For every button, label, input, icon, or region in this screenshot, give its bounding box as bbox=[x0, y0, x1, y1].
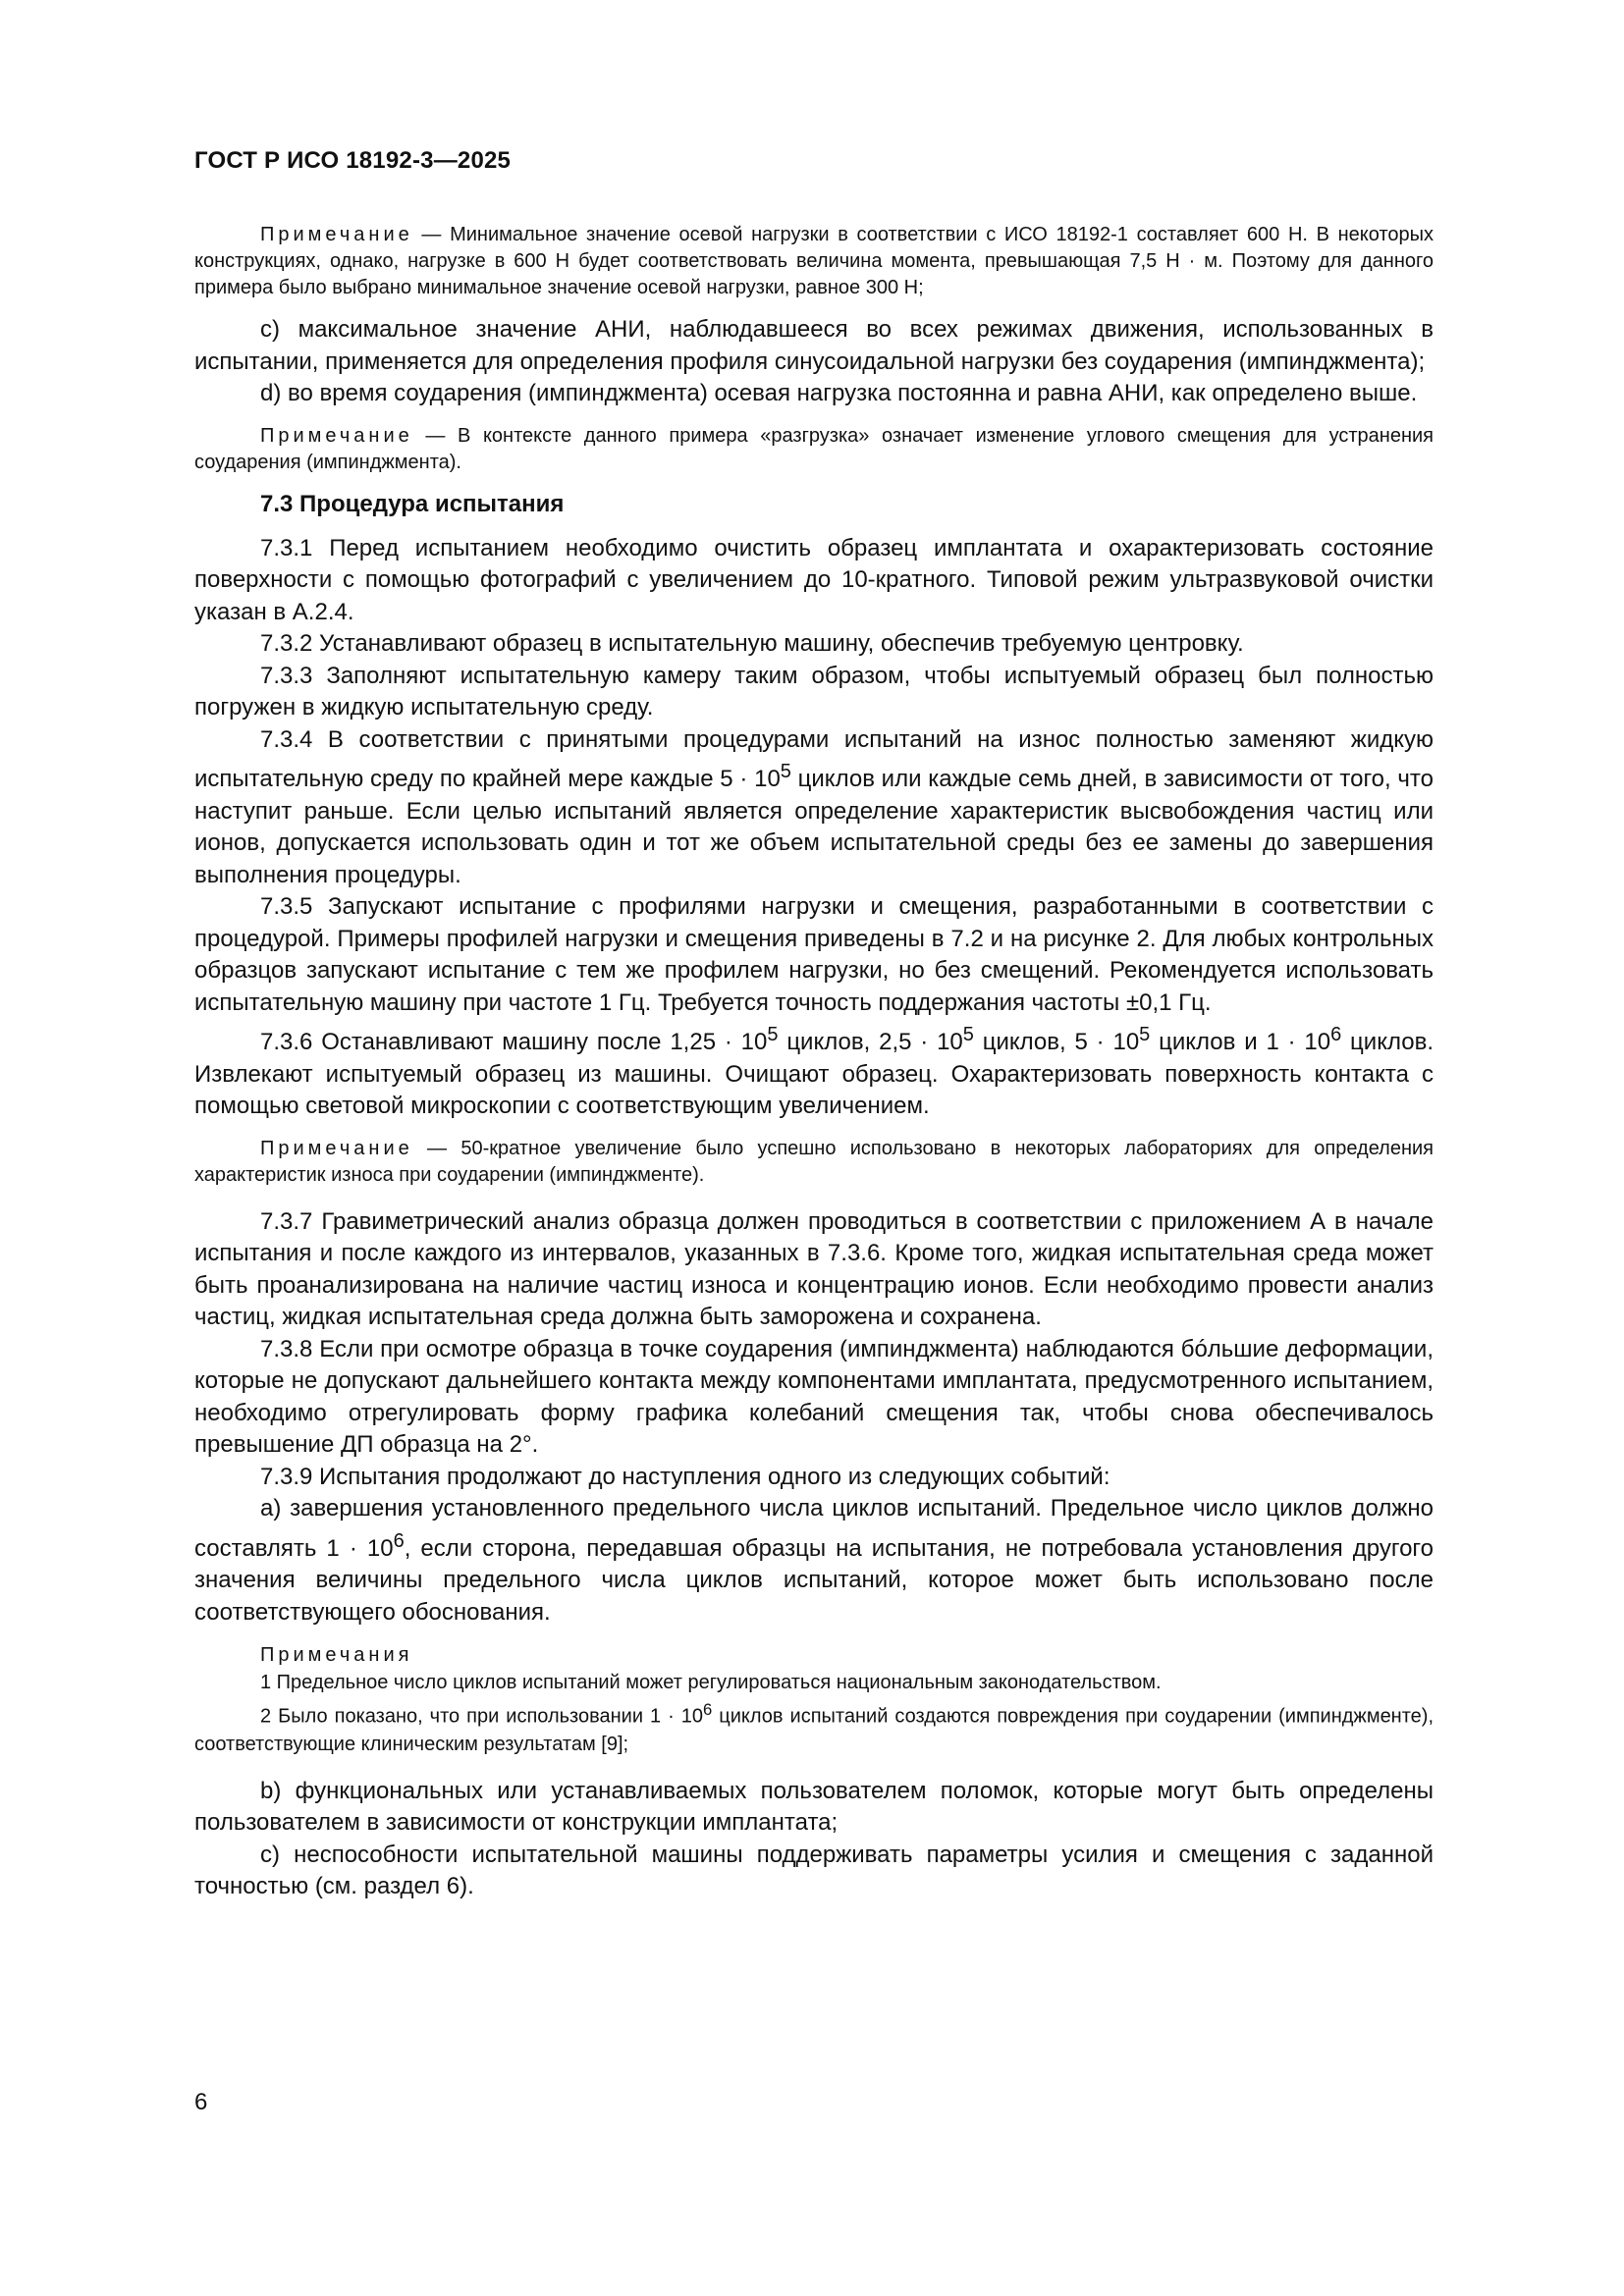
superscript: 6 bbox=[703, 1700, 713, 1719]
item-a bbox=[194, 1493, 1434, 1629]
para-7-3-4-a: 7.3.4 В соответствии с принятыми процедурами испытаний на износ полностью заменяют жидкую испытательную среду по крайней мере каждые 5 · 10 bbox=[194, 725, 1434, 792]
item-b: b) функциональных или устанавливаемых пользователем поломок, которые могут быть определены пользователем в зависимости от конструкции имплантата; bbox=[194, 1777, 1434, 1837]
para-7-3-3: 7.3.3 Заполняют испытательную камеру таким образом, чтобы испытуемый образец был полностью погружен в жидкую испытательную среду. bbox=[194, 662, 1434, 721]
document-page bbox=[194, 147, 1434, 1903]
para-7-3-4-b: циклов или каждые семь дней, в зависимости от того, что наступит раньше. Если целью испытаний является определение характеристик высвобождения частиц или ионов, допускается использовать один и тот же объем испытательной среды без ее замены до завершения выполнения процедуры. bbox=[194, 766, 1434, 888]
item-d: d) во время соударения (импинджмента) осевая нагрузка постоянна и равна АНИ, как определено выше. bbox=[260, 380, 1418, 406]
item-c: c) максимальное значение АНИ, наблюдавшееся во всех режимах движения, использованных в испытании, применяется для определения профиля синусоидальной нагрузки без соударения (импинджмента); bbox=[194, 316, 1434, 375]
notes-item-2 bbox=[194, 1696, 1434, 1758]
note-label: Примечание bbox=[260, 1137, 413, 1159]
item-a-2: , если сторона, передавшая образцы на испытания, не потребовала установления другого значения величины предельного числа циклов испытаний, которое может быть использовано после соответствующего обоснования. bbox=[194, 1534, 1435, 1626]
note-label: Примечание bbox=[260, 224, 413, 245]
notes-block bbox=[194, 1641, 1434, 1758]
note-label: Примечание bbox=[260, 424, 413, 447]
para-7-3-4 bbox=[194, 724, 1434, 892]
note-1-text: — Минимальное значение осевой нагрузки в соответствии с ИСО 18192-1 составляет 600 Н. В некоторых конструкциях, однако, нагрузке в 600 Н будет соответствовать величина момента, превышающая 7,5 Н · м. Поэтому для данного примера было выбрано минимальное значение осевой нагрузки, равное 300 Н; bbox=[194, 224, 1434, 298]
note-1 bbox=[194, 222, 1434, 301]
para-7-3-6-t1: 7.3.6 Останавливают машину после 1,25 · 10 bbox=[260, 1029, 768, 1055]
para-7-3-2: 7.3.2 Устанавливают образец в испытательную машину, обеспечив требуемую центровку. bbox=[260, 630, 1244, 657]
note-2 bbox=[194, 423, 1434, 476]
notes-item-2-a: 2 Было показано, что при использовании 1 · 10 bbox=[260, 1705, 704, 1728]
item-c-2: c) неспособности испытательной машины поддерживать параметры усилия и смещения с заданной точностью (см. раздел 6). bbox=[194, 1841, 1434, 1900]
para-7-3-1: 7.3.1 Перед испытанием необходимо очистить образец имплантата и охарактеризовать состояние поверхности с помощью фотографий с увеличением до 10-кратного. Типовой режим ультразвуковой очистки указан в А.2.4. bbox=[194, 534, 1434, 625]
page-number: 6 bbox=[194, 2089, 208, 2115]
notes-item-1: 1 Предельное число циклов испытаний может регулироваться национальным законодательством. bbox=[260, 1672, 1162, 1693]
note-3-text: — 50-кратное увеличение было успешно использовано в некоторых лабораториях для определения характеристик износа при соударении (импинджменте). bbox=[194, 1137, 1434, 1186]
superscript: 5 bbox=[1139, 1024, 1151, 1045]
superscript: 5 bbox=[767, 1024, 779, 1045]
para-7-3-7: 7.3.7 Гравиметрический анализ образца должен проводиться в соответствии с приложением А в начале испытания и после каждого из интервалов, указанных в 7.3.6. Кроме того, жидкая испытательная среда может быть проанализирована на наличие частиц износа и концентрацию ионов. Если необходимо провести анализ частиц, жидкая испытательная среда должна быть заморожена и сохранена. bbox=[194, 1207, 1434, 1330]
para-7-3-9: 7.3.9 Испытания продолжают до наступления одного из следующих событий: bbox=[260, 1463, 1110, 1490]
para-7-3-6-t3: циклов, 5 · 10 bbox=[973, 1029, 1140, 1055]
section-title: 7.3 Процедура испытания bbox=[260, 490, 565, 517]
item-a-1: a) завершения установленного предельного числа циклов испытаний. Предельное число циклов должно составлять 1 · 10 bbox=[194, 1495, 1434, 1562]
para-7-3-6 bbox=[194, 1019, 1434, 1123]
note-2-text: — В контексте данного примера «разгрузка» означает изменение углового смещения для устранения соударения (импинджмента). bbox=[194, 424, 1434, 473]
document-header: ГОСТ Р ИСО 18192-3—2025 bbox=[194, 147, 512, 174]
notes-label: Примечания bbox=[260, 1644, 413, 1666]
superscript: 6 bbox=[393, 1529, 405, 1552]
para-7-3-6-t5: циклов. Извлекают испытуемый образец из машины. Очищают образец. Охарактеризовать поверхность контакта с помощью световой микроскопии с соответствующим увеличением. bbox=[194, 1029, 1435, 1119]
superscript: 5 bbox=[962, 1024, 974, 1045]
note-3 bbox=[194, 1136, 1434, 1189]
superscript: 6 bbox=[1330, 1024, 1342, 1045]
para-7-3-8: 7.3.8 Если при осмотре образца в точке соударения (импинджмента) наблюдаются бóльшие деформации, которые не допускают дальнейшего контакта между компонентами имплантата, предусмотренного испытанием, необходимо отрегулировать форму графика колебаний смещения так, чтобы снова обеспечивалось превышение ДП образца на 2°. bbox=[194, 1335, 1434, 1458]
notes-item-2-b: циклов испытаний создаются повреждения при соударении (импинджменте), соответствующие клиническим результатам [9]; bbox=[194, 1705, 1435, 1755]
para-7-3-6-t4: циклов и 1 · 10 bbox=[1150, 1029, 1331, 1055]
para-7-3-5: 7.3.5 Запускают испытание с профилями нагрузки и смещения, разработанными в соответствии с процедурой. Примеры профилей нагрузки и смещения приведены в 7.2 и на рисунке 2. Для любых контрольных образцов запускают испытание с тем же профилем нагрузки, но без смещений. Рекомендуется использовать испытательную машину при частоте 1 Гц. Требуется точность поддержания частоты ±0,1 Гц. bbox=[194, 893, 1434, 1016]
para-7-3-6-t2: циклов, 2,5 · 10 bbox=[778, 1029, 963, 1055]
superscript: 5 bbox=[780, 761, 791, 782]
